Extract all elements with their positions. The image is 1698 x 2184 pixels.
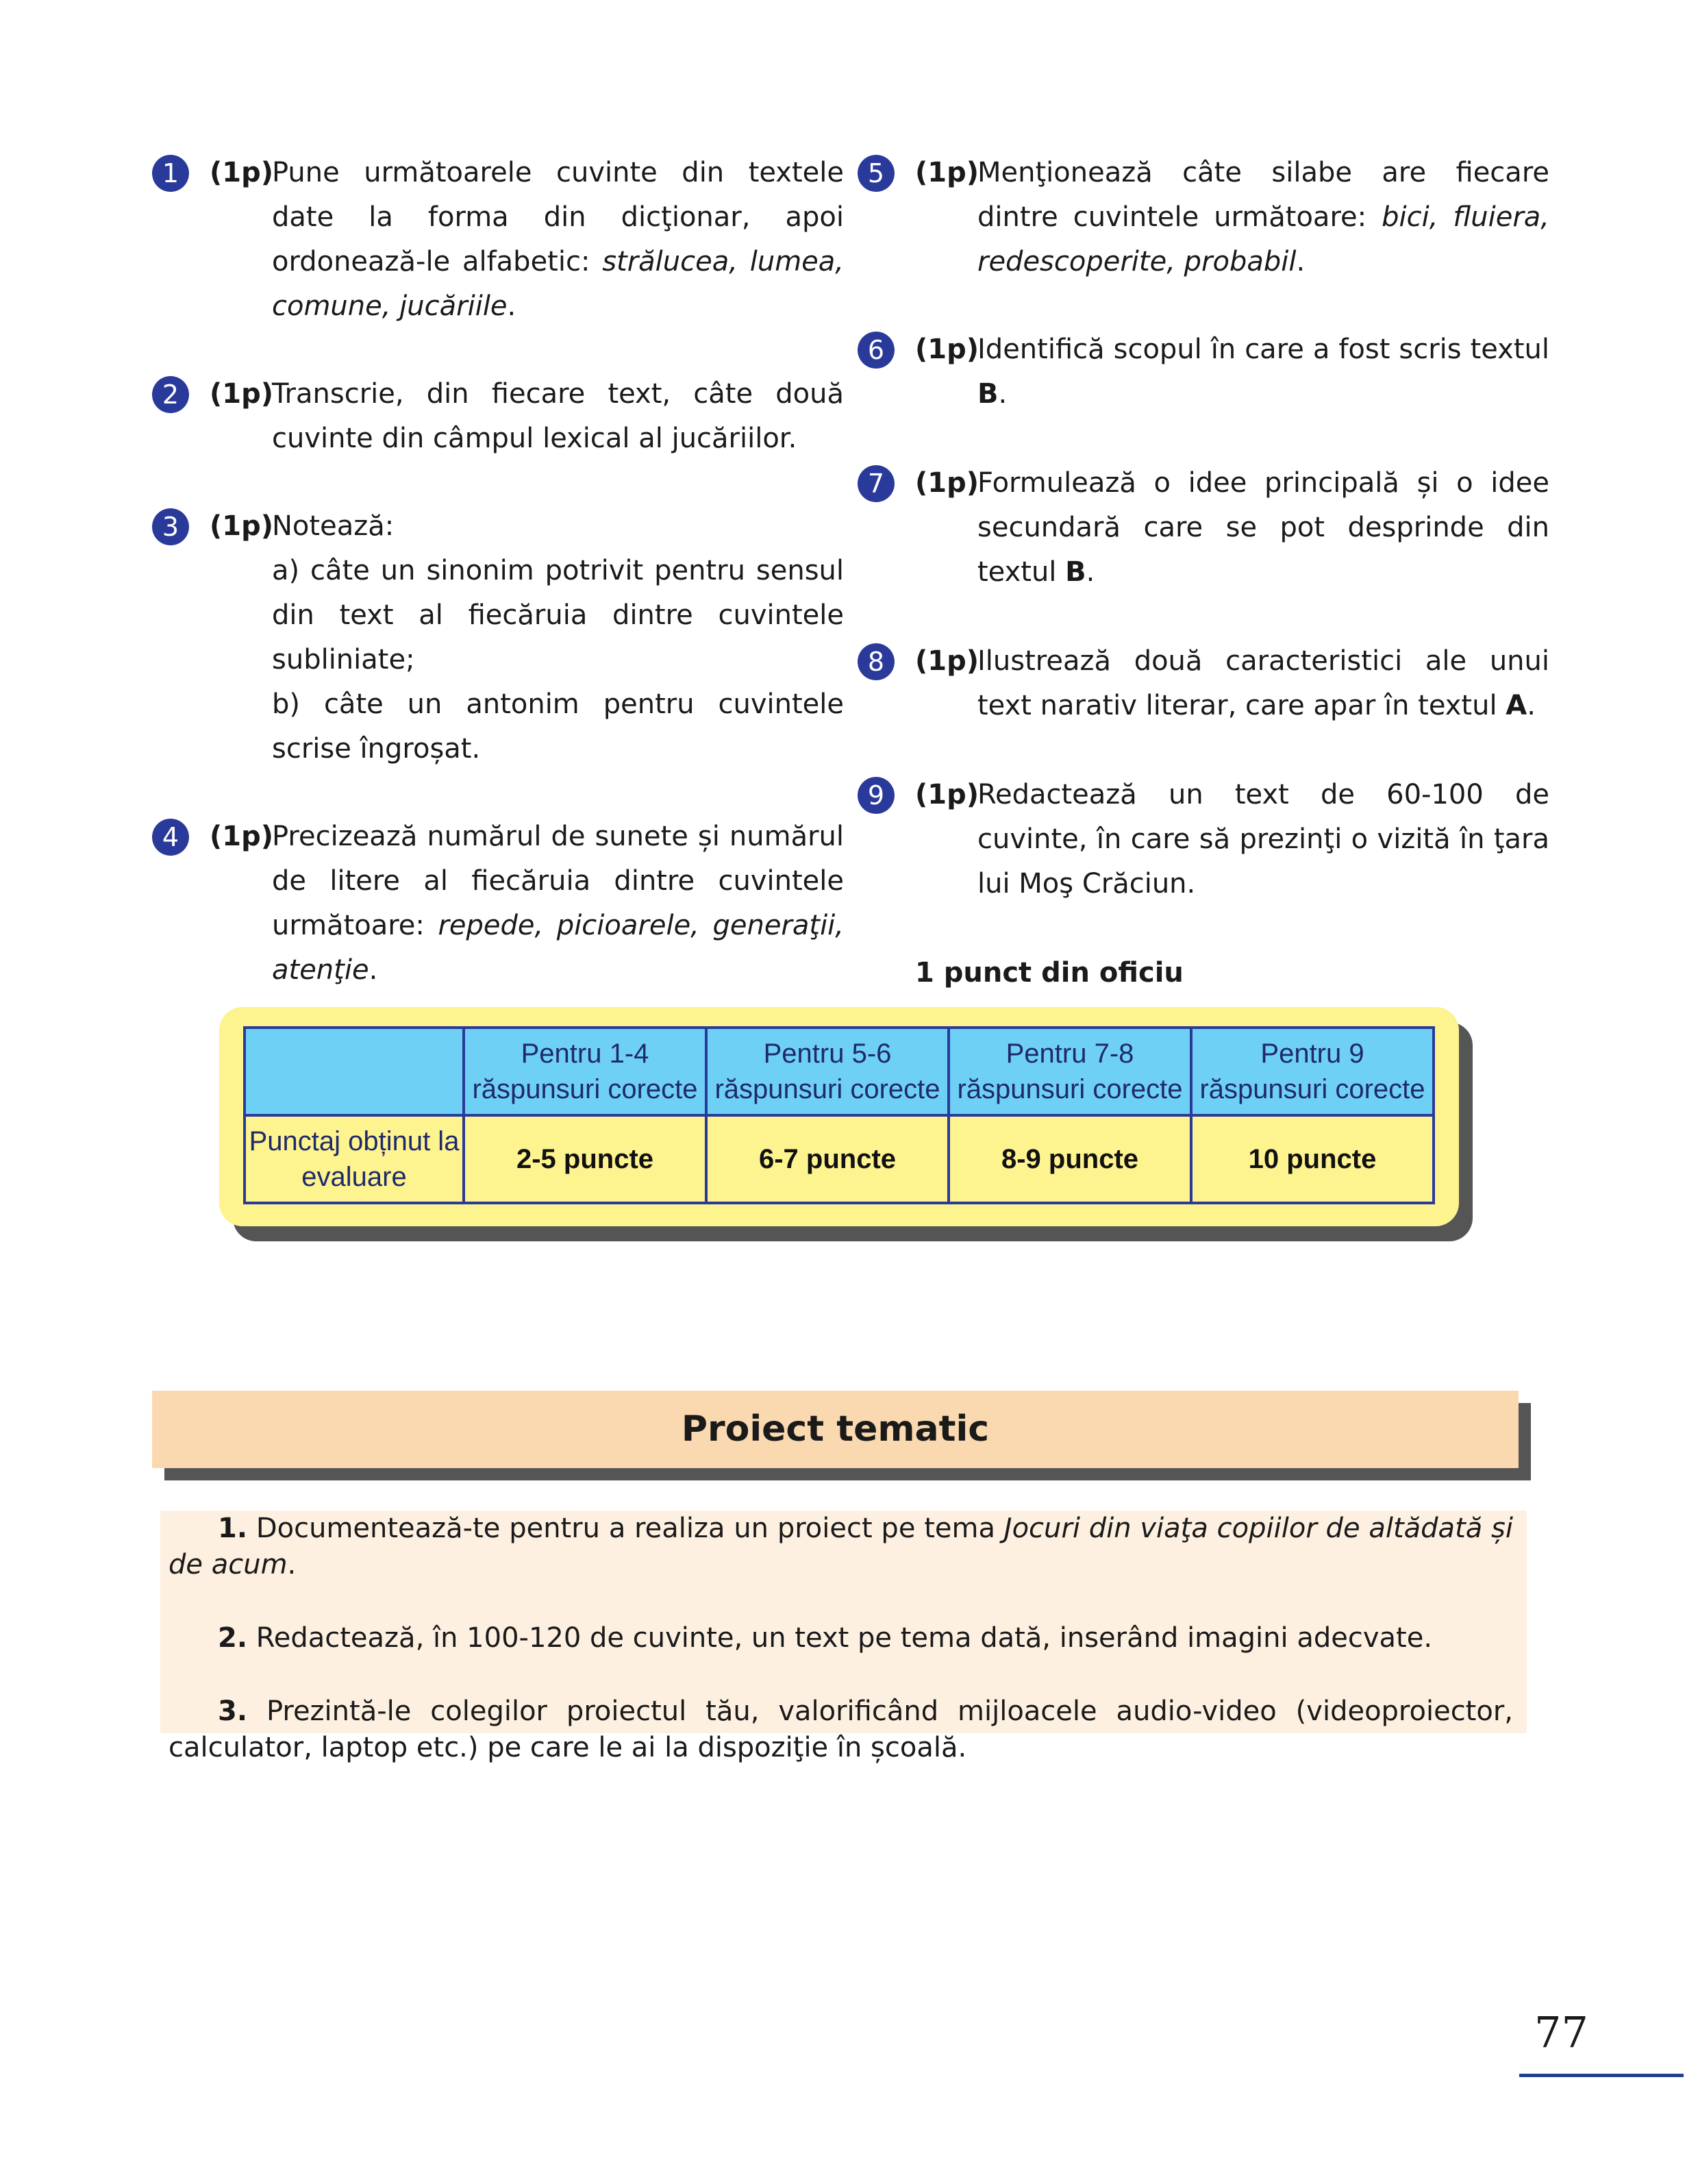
task-3 [152,504,844,771]
bonus-point-note: 1 punct din oficiu [915,957,1184,989]
task-number-badge: 2 [152,376,189,413]
task-8: 8 (1p) Ilustrează două caracteristici ale unui text narativ literar, care apar în textul A. [858,639,1549,728]
task-bold-letter: A [1506,690,1527,721]
score-table [243,1026,1435,1204]
task-text: Identifică scopul în care a fost scris textul [977,334,1549,365]
score-header-cell: Pentru 7-8 răspunsuri corecte [949,1028,1191,1115]
task-text: Formulează o idee principală și o idee secundară care se pot desprinde din textul [977,467,1549,588]
task-4: 4 (1p) Precizează numărul de sunete și numărul de litere al fiecăruia dintre cuvintele următoare: repede, picioarele, generaţii, atenţie. [152,815,844,993]
task-number-badge: 6 [858,332,895,369]
score-header-cell: Pentru 1-4 răspunsuri corecte [464,1028,706,1115]
task-text: Precizează numărul de sunete și numărul de litere al fiecăruia dintre cuvintele următoare: [272,821,844,941]
task-subitem-a: a) câte un sinonim potrivit pentru sensul din text al fiecăruia dintre cuvintele subliniate; [272,555,844,675]
task-points: (1p) [915,334,979,365]
score-header-cell: Pentru 9 răspunsuri corecte [1191,1028,1434,1115]
page-number: 77 [1534,2007,1588,2057]
task-text: Ilustrează două caracteristici ale unui text narativ literar, care apar în textul [977,645,1549,721]
task-number-badge: 4 [152,819,189,856]
project-body [160,1511,1527,1763]
project-item-2: 2. Redactează, în 100-120 de cuvinte, un text pe tema dată, inserând imagini adecvate. [218,1622,1433,1654]
task-number-badge: 7 [858,465,895,502]
task-text: Menţionează câte silabe are fiecare dintre cuvintele următoare: [977,157,1549,233]
right-column [858,151,1549,995]
task-6: 6 (1p) Identifică scopul în care a fost scris textul B. [858,327,1549,417]
task-points: (1p) [210,821,274,852]
task-7: 7 (1p) Formulează o idee principală și o idee secundară care se pot desprinde din textul B. [858,461,1549,595]
score-table-header-row [245,1028,1434,1115]
task-number-badge: 8 [858,643,895,680]
task-text: Transcrie, din fiecare text, câte două cuvinte din câmpul lexical al jucăriilor. [272,378,844,454]
score-row-label: Punctaj obținut la evaluare [245,1115,464,1203]
score-table-panel [219,1007,1459,1226]
task-number-badge: 5 [858,155,895,192]
task-text: Redactează un text de 60-100 de cuvinte, în care să prezinţi o vizită în ţara lui Moş Crăciun. [977,779,1549,899]
score-value-cell: 2-5 puncte [464,1115,706,1203]
task-points: (1p) [210,157,274,188]
task-points: (1p) [210,510,274,542]
task-5: 5 (1p) Menţionează câte silabe are fiecare dintre cuvintele următoare: bici, fluiera, redescoperite, probabil. [858,151,1549,284]
project-item-1: 1. Documentează-te pentru a realiza un proiect pe tema Jocuri din viaţa copiilor de altădată și de acum. [168,1513,1514,1580]
score-header-cell: Pentru 5-6 răspunsuri corecte [706,1028,949,1115]
task-points: (1p) [915,467,979,499]
task-points: (1p) [915,779,979,810]
task-italic-words: repede, picioarele, generaţii, atenţie [272,910,845,986]
task-points: (1p) [915,157,979,188]
project-title: Proiect tematic [152,1391,1519,1468]
task-subitem-b: b) câte un antonim pentru cuvintele scrise îngroșat. [272,688,844,765]
task-text: Pune următoarele cuvinte din textele date la forma din dicţionar, apoi ordonează-le alfabetic: [272,157,844,277]
project-item-3: 3. Prezintă-le colegilor proiectul tău, valorificând mijloacele audio-video (videoproiector, calculator, laptop etc.) pe care le ai la dispoziţie în școală. [168,1696,1513,1763]
task-number-badge: 1 [152,155,189,192]
left-column [152,151,844,993]
task-1: 1 (1p) Pune următoarele cuvinte din textele date la forma din dicţionar, apoi ordonează-le alfabetic: strălucea, lumea, comune, jucăriile. [152,151,844,329]
task-2 [152,372,844,461]
score-value-cell: 6-7 puncte [706,1115,949,1203]
task-points: (1p) [210,378,274,410]
task-number-badge: 9 [858,777,895,814]
task-italic-words: strălucea, lumea, comune, jucăriile [272,246,844,322]
task-bold-letter: B [977,378,999,410]
task-9 [858,773,1549,906]
score-value-cell: 8-9 puncte [949,1115,1191,1203]
score-table-corner [245,1028,464,1115]
task-bold-letter: B [1065,556,1086,588]
score-table-row [245,1115,1434,1203]
task-text: Notează: [272,510,395,542]
task-points: (1p) [915,645,979,677]
task-number-badge: 3 [152,508,189,545]
task-italic-words: bici, fluiera, redescoperite, probabil [977,201,1549,277]
score-value-cell: 10 puncte [1191,1115,1434,1203]
page-number-underline [1519,2074,1684,2077]
